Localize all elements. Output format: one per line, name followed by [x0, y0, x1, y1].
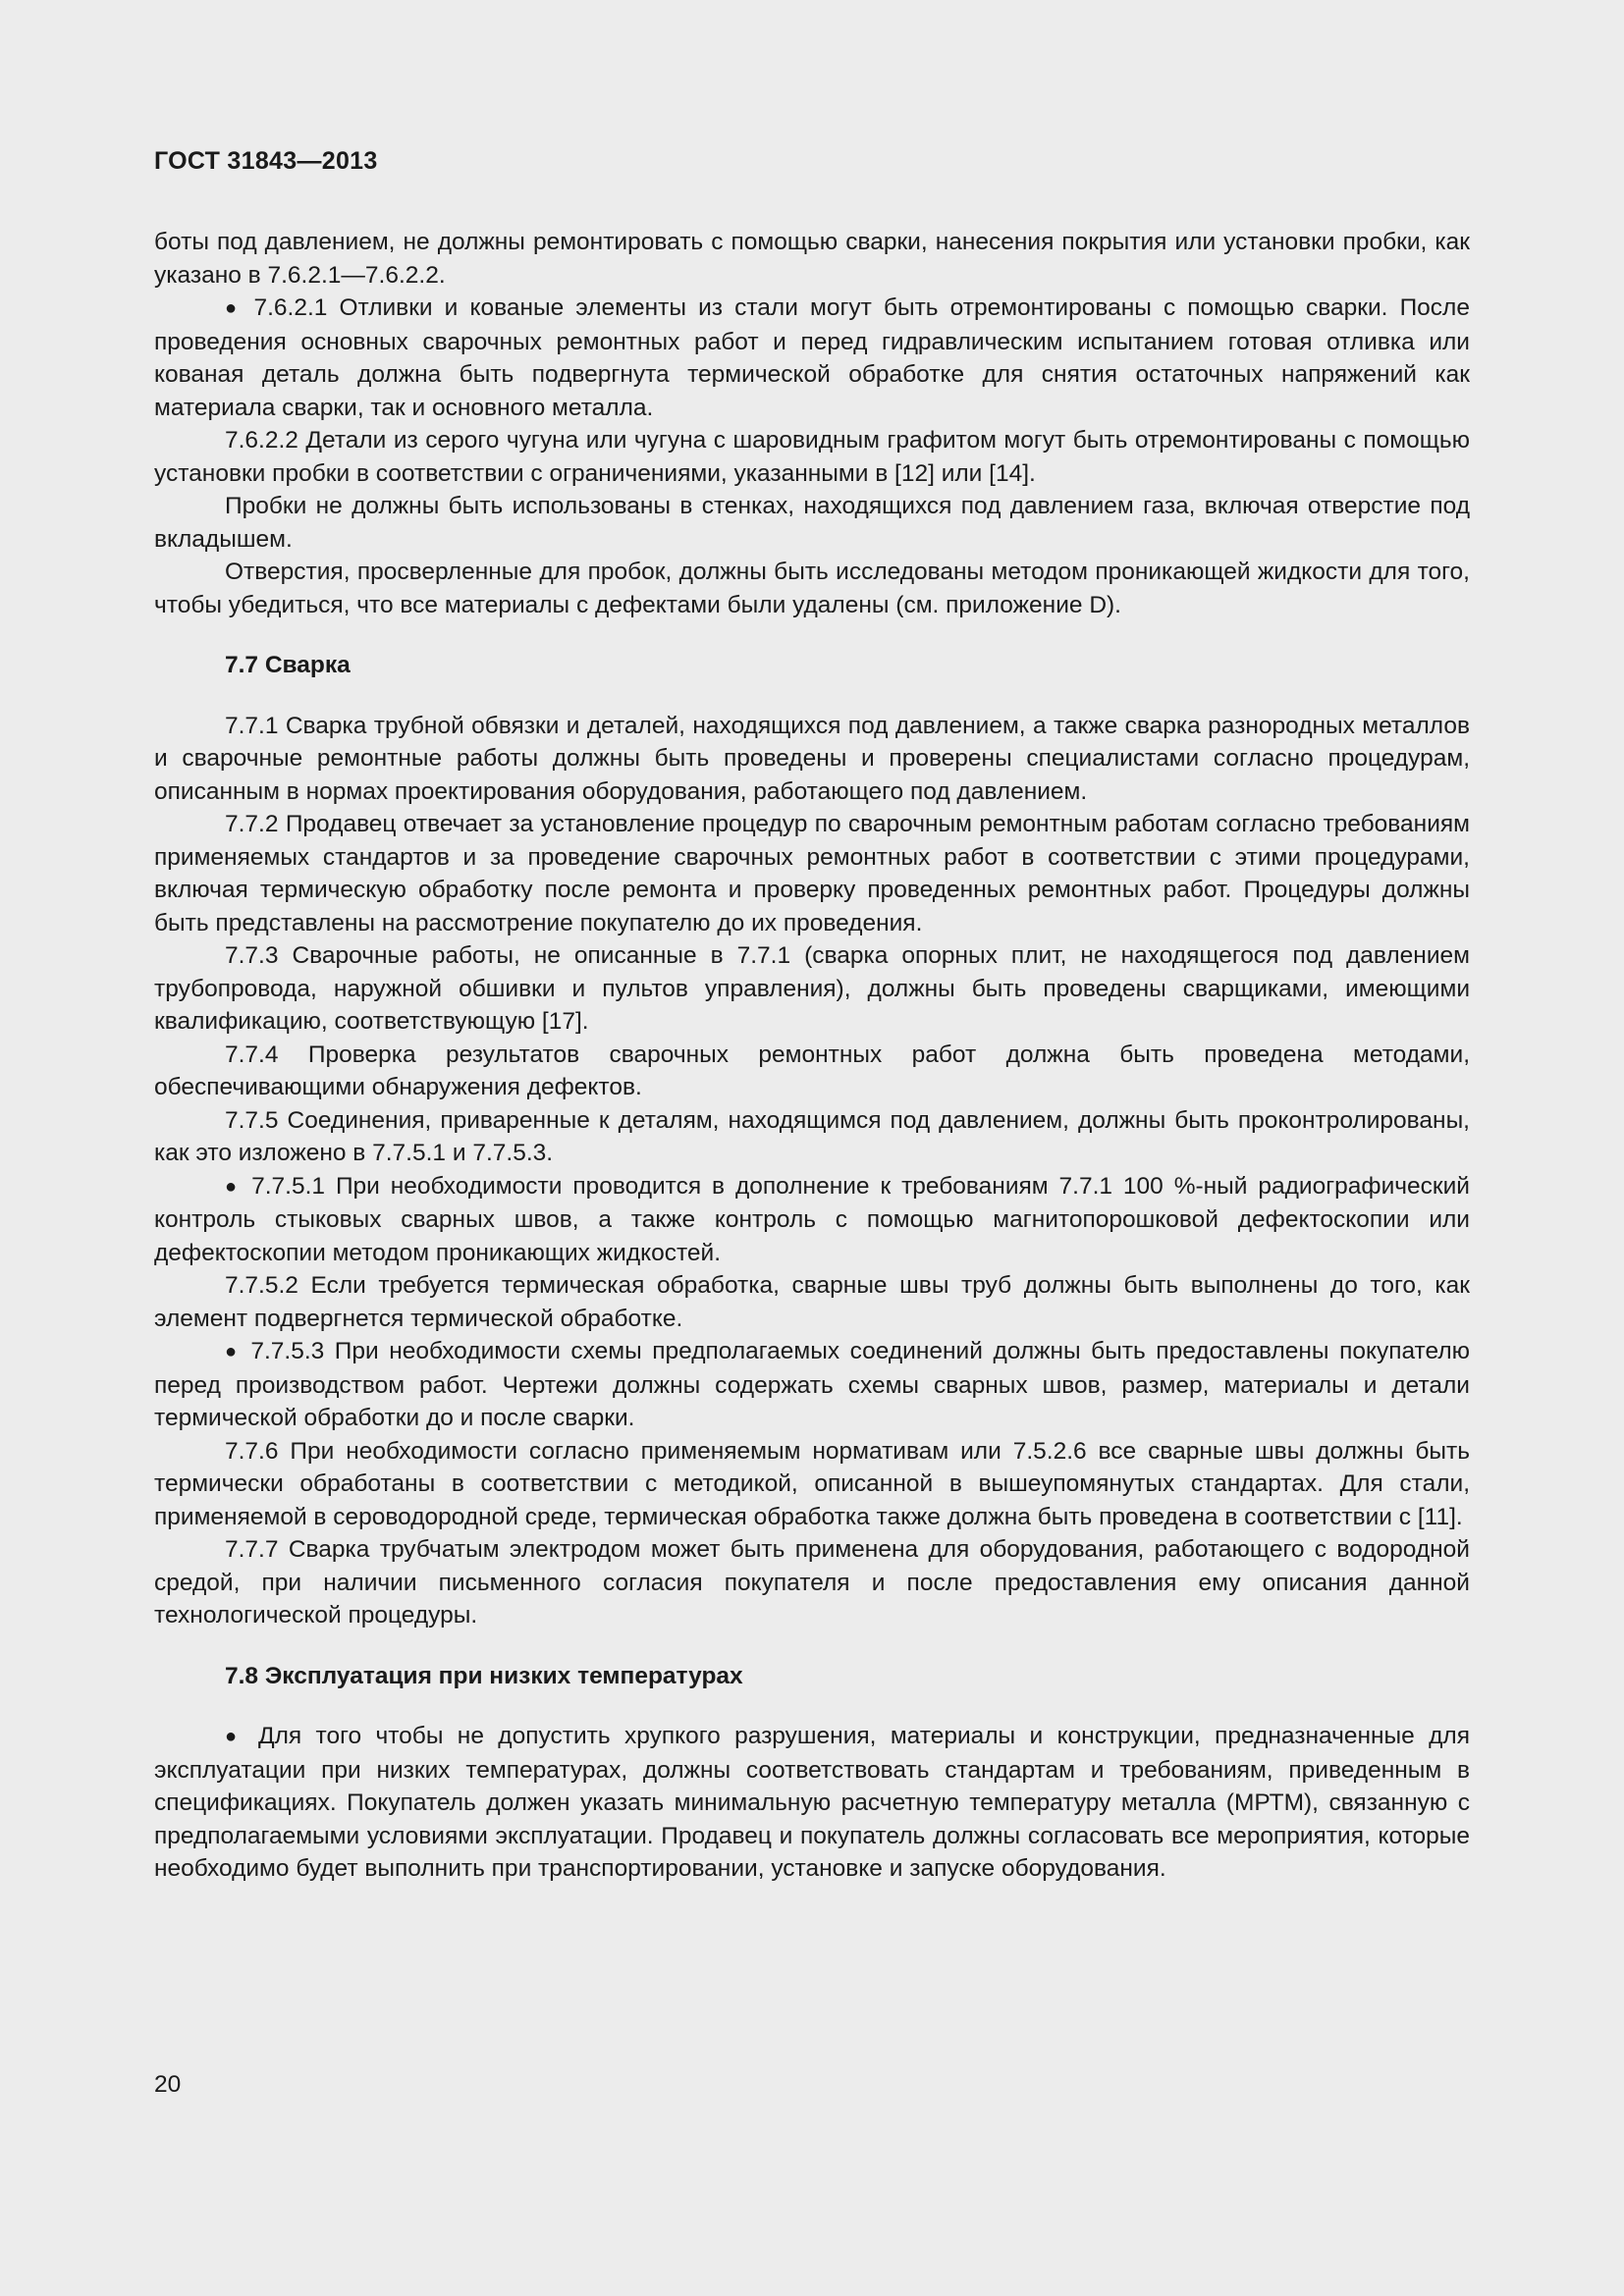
paragraph-plugs: [154, 490, 1470, 556]
paragraph-text: 7.7.3 Сварочные работы, не описанные в 7.7.1 (сварка опорных плит, не находящегося под давлением трубопровода, наружной обшивки и пультов управления), должны быть проведены сварщиками, имеющими квалификацию, соответствующую [17].: [154, 942, 1470, 1035]
section-heading-7-8: 7.8 Эксплуатация при низких температурах: [225, 1662, 743, 1689]
bullet-marker: ●: [225, 1341, 241, 1362]
paragraph-7-7-1: [154, 710, 1470, 809]
paragraph-text: 7.7.5.2 Если требуется термическая обработка, сварные швы труб должны быть выполнены до того, как элемент подвергнется термической обработке.: [154, 1272, 1470, 1332]
paragraph-continuation: [154, 226, 1470, 292]
paragraph-text: 7.6.2.2 Детали из серого чугуна или чугуна с шаровидным графитом могут быть отремонтированы с помощью установки пробки в соответствии с ограничениями, указанными в [12] или [14].: [154, 427, 1470, 487]
paragraph-text: Для того чтобы не допустить хрупкого разрушения, материалы и конструкции, предназначенные для эксплуатации при низких температурах, должны соответствовать стандартам и требованиям, приведенным в спецификациях. Покупатель должен указать минимальную расчетную температуру металла (МРТМ), связанную с предполагаемыми условиями эксплуатации. Продавец и покупатель должны согласовать все мероприятия, которые необходимо будет выполнить при транспортировании, установке и запуске оборудования.: [154, 1723, 1470, 1882]
paragraph-7-6-2-1: [154, 292, 1470, 424]
document-body: [154, 226, 1470, 1886]
paragraph-7-7-5-3: [154, 1335, 1470, 1435]
paragraph-text: боты под давлением, не должны ремонтировать с помощью сварки, нанесения покрытия или установки пробки, как указано в 7.6.2.1—7.6.2.2.: [154, 229, 1470, 289]
paragraph-text: 7.7.6 При необходимости согласно применяемым нормативам или 7.5.2.6 все сварные швы должны быть термически обработаны в соответствии с методикой, описанной в вышеупомянутых стандартах. Для стали, применяемой в сероводородной среде, термическая обработка также должна быть проведена в соответствии с [11].: [154, 1437, 1470, 1530]
paragraph-7-8: [154, 1720, 1470, 1886]
paragraph-text: 7.7.4 Проверка результатов сварочных ремонтных работ должна быть проведена методами, обеспечивающими обнаружения дефектов.: [154, 1041, 1470, 1100]
paragraph-7-6-2-2: [154, 424, 1470, 490]
paragraph-text: 7.7.7 Сварка трубчатым электродом может быть применена для оборудования, работающего с водородной средой, при наличии письменного согласия покупателя и после предоставления ему описания данной технологической процедуры.: [154, 1536, 1470, 1629]
paragraph-text: 7.7.5.1 При необходимости проводится в дополнение к требованиям 7.7.1 100 %-ный радиографический контроль стыковых сварных швов, а также контроль с помощью магнитопорошковой дефектоскопии или дефектоскопии методом проникающих жидкостей.: [154, 1172, 1470, 1266]
paragraph-text: Отверстия, просверленные для пробок, должны быть исследованы методом проникающей жидкости для того, чтобы убедиться, что все материалы с дефектами были удалены (см. приложение D).: [154, 559, 1470, 618]
bullet-marker: ●: [225, 297, 243, 319]
bullet-marker: ●: [225, 1726, 244, 1747]
paragraph-7-7-5-1: [154, 1170, 1470, 1270]
page-number: 20: [154, 2071, 182, 2098]
paragraph-text: 7.7.2 Продавец отвечает за установление процедур по сварочным ремонтным работам согласно требованиям применяемых стандартов и за проведение сварочных ремонтных работ в соответствии с этими процедурами, включая термическую обработку после ремонта и проверку проведенных ремонтных работ. Процедуры должны быть представлены на рассмотрение покупателю до их проведения.: [154, 811, 1470, 936]
bullet-marker: ●: [225, 1175, 242, 1198]
paragraph-text: Пробки не должны быть использованы в стенках, находящихся под давлением газа, включая отверстие под вкладышем.: [154, 493, 1470, 553]
paragraph-text: 7.7.1 Сварка трубной обвязки и деталей, находящихся под давлением, а также сварка разнородных металлов и сварочные ремонтные работы должны быть проведены и проверены специалистами согласно процедурам, описанным в нормах проектирования оборудования, работающего под давлением.: [154, 712, 1470, 805]
paragraph-text: 7.7.5.3 При необходимости схемы предполагаемых соединений должны быть предоставлены покупателю перед производством работ. Чертежи должны содержать схемы сварных швов, размер, материалы и детали термической обработки до и после сварки.: [154, 1338, 1470, 1431]
paragraph-7-7-3: [154, 939, 1470, 1039]
section-heading-7-7: 7.7 Сварка: [225, 652, 351, 678]
document-header: ГОСТ 31843—2013: [154, 147, 378, 175]
paragraph-text: 7.6.2.1 Отливки и кованые элементы из стали могут быть отремонтированы с помощью сварки. После проведения основных сварочных ремонтных работ и перед гидравлическим испытанием готовая отливка или кованая деталь должна быть подвергнута термической обработке для снятия остаточных напряжений как материала сварки, так и основного металла.: [154, 294, 1470, 421]
paragraph-7-7-5-2: [154, 1269, 1470, 1335]
paragraph-text: 7.7.5 Соединения, приваренные к деталям, находящимся под давлением, должны быть проконтролированы, как это изложено в 7.7.5.1 и 7.7.5.3.: [154, 1106, 1470, 1166]
paragraph-holes: [154, 556, 1470, 621]
paragraph-7-7-2: [154, 808, 1470, 939]
paragraph-7-7-6: [154, 1435, 1470, 1534]
paragraph-7-7-7: [154, 1533, 1470, 1632]
paragraph-7-7-4: [154, 1039, 1470, 1104]
paragraph-7-7-5: [154, 1104, 1470, 1170]
